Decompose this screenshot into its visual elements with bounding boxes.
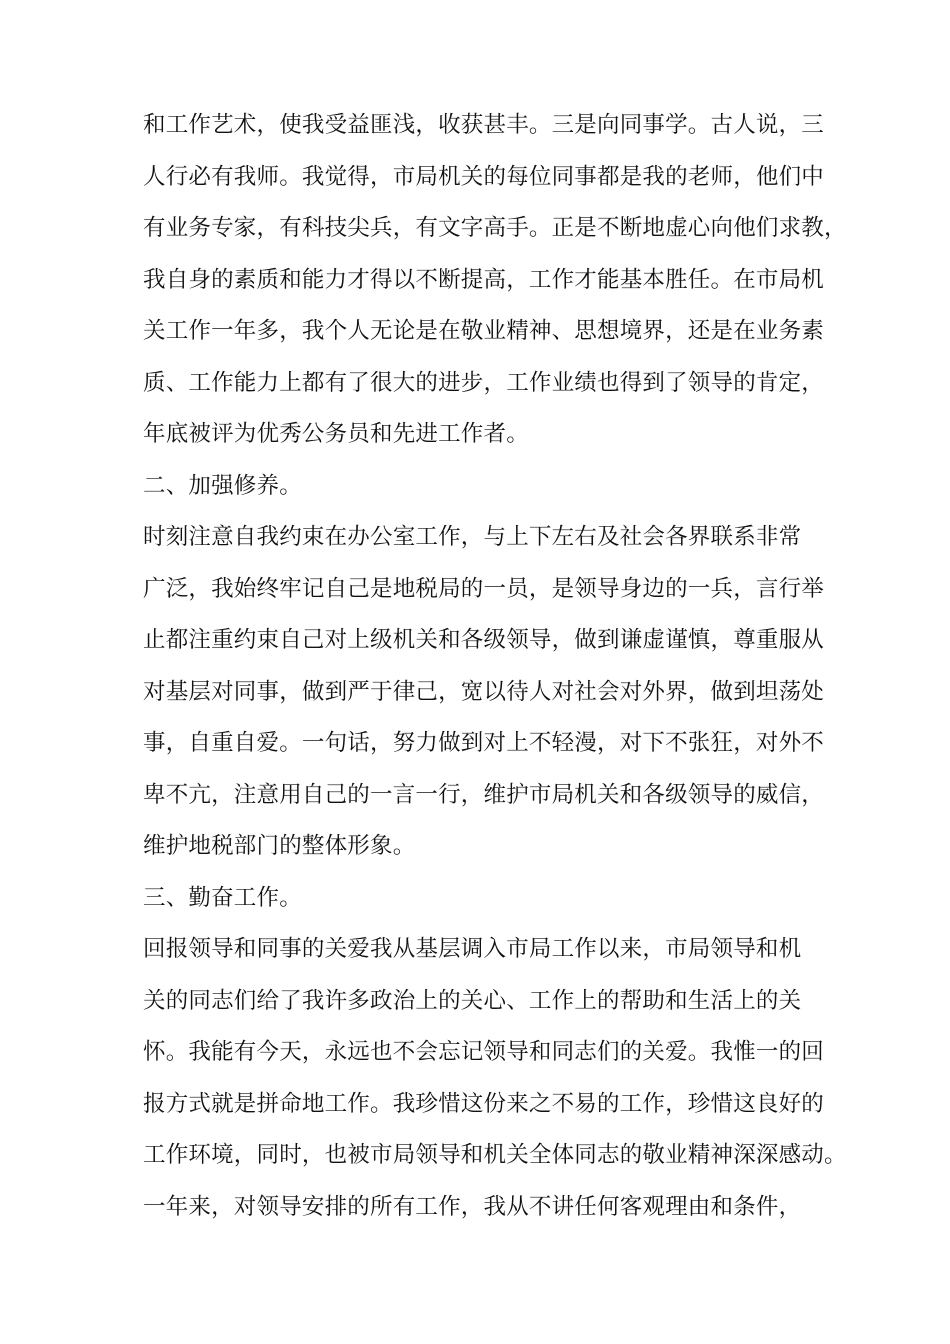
text-line: 时刻注意自我约束在办公室工作，与上下左右及社会各界联系非常 bbox=[143, 524, 802, 550]
text-line: 关的同志们给了我许多政治上的关心、工作上的帮助和生活上的关 bbox=[143, 987, 802, 1014]
text-line: 对基层对同事，做到严于律己，宽以待人对社会对外界，做到坦荡处 bbox=[143, 678, 825, 705]
text-line: 工作环境，同时，也被市局领导和机关全体同志的敬业精神深深感动。 bbox=[143, 1142, 847, 1168]
text-line: 回报领导和同事的关爱我从基层调入市局工作以来，市局领导和机 bbox=[143, 936, 802, 962]
text-line: 和工作艺术，使我受益匪浅，收获甚丰。三是向同事学。古人说，三 bbox=[143, 112, 825, 138]
text-line: 质、工作能力上都有了很大的进步，工作业绩也得到了领导的肯定， bbox=[143, 369, 825, 396]
text-line: 止都注重约束自己对上级机关和各级领导，做到谦虚谨慎，尊重服从 bbox=[143, 627, 825, 653]
text-line: 广泛，我始终牢记自己是地税局的一员，是领导身边的一兵，言行举 bbox=[143, 575, 825, 602]
text-line: 年底被评为优秀公务员和先进工作者。 bbox=[143, 421, 529, 447]
text-line: 维护地税部门的整体形象。 bbox=[143, 833, 416, 859]
text-line: 卑不亢，注意用自己的一言一行，维护市局机关和各级领导的威信， bbox=[143, 781, 825, 808]
text-line: 报方式就是拼命地工作。我珍惜这份来之不易的工作，珍惜这良好的 bbox=[143, 1090, 825, 1117]
text-line: 关工作一年多，我个人无论是在敬业精神、思想境界，还是在业务素 bbox=[143, 318, 825, 344]
text-line: 一年来，对领导安排的所有工作，我从不讲任何客观理由和条件， bbox=[143, 1193, 802, 1220]
text-line: 有业务专家，有科技尖兵，有文字高手。正是不断地虚心向他们求教， bbox=[143, 215, 847, 241]
section-heading: 三、勤奋工作。 bbox=[143, 884, 302, 911]
text-line: 我自身的素质和能力才得以不断提高，工作才能基本胜任。在市局机 bbox=[143, 266, 825, 293]
section-heading: 二、加强修养。 bbox=[143, 472, 302, 499]
text-line: 事，自重自爱。一句话，努力做到对上不轻漫，对下不张狂，对外不 bbox=[143, 730, 825, 756]
text-line: 怀。我能有今天，永远也不会忘记领导和同志们的关爱。我惟一的回 bbox=[143, 1039, 825, 1065]
text-line: 人行必有我师。我觉得，市局机关的每位同事都是我的老师，他们中 bbox=[143, 163, 825, 190]
document-body bbox=[143, 100, 847, 1233]
